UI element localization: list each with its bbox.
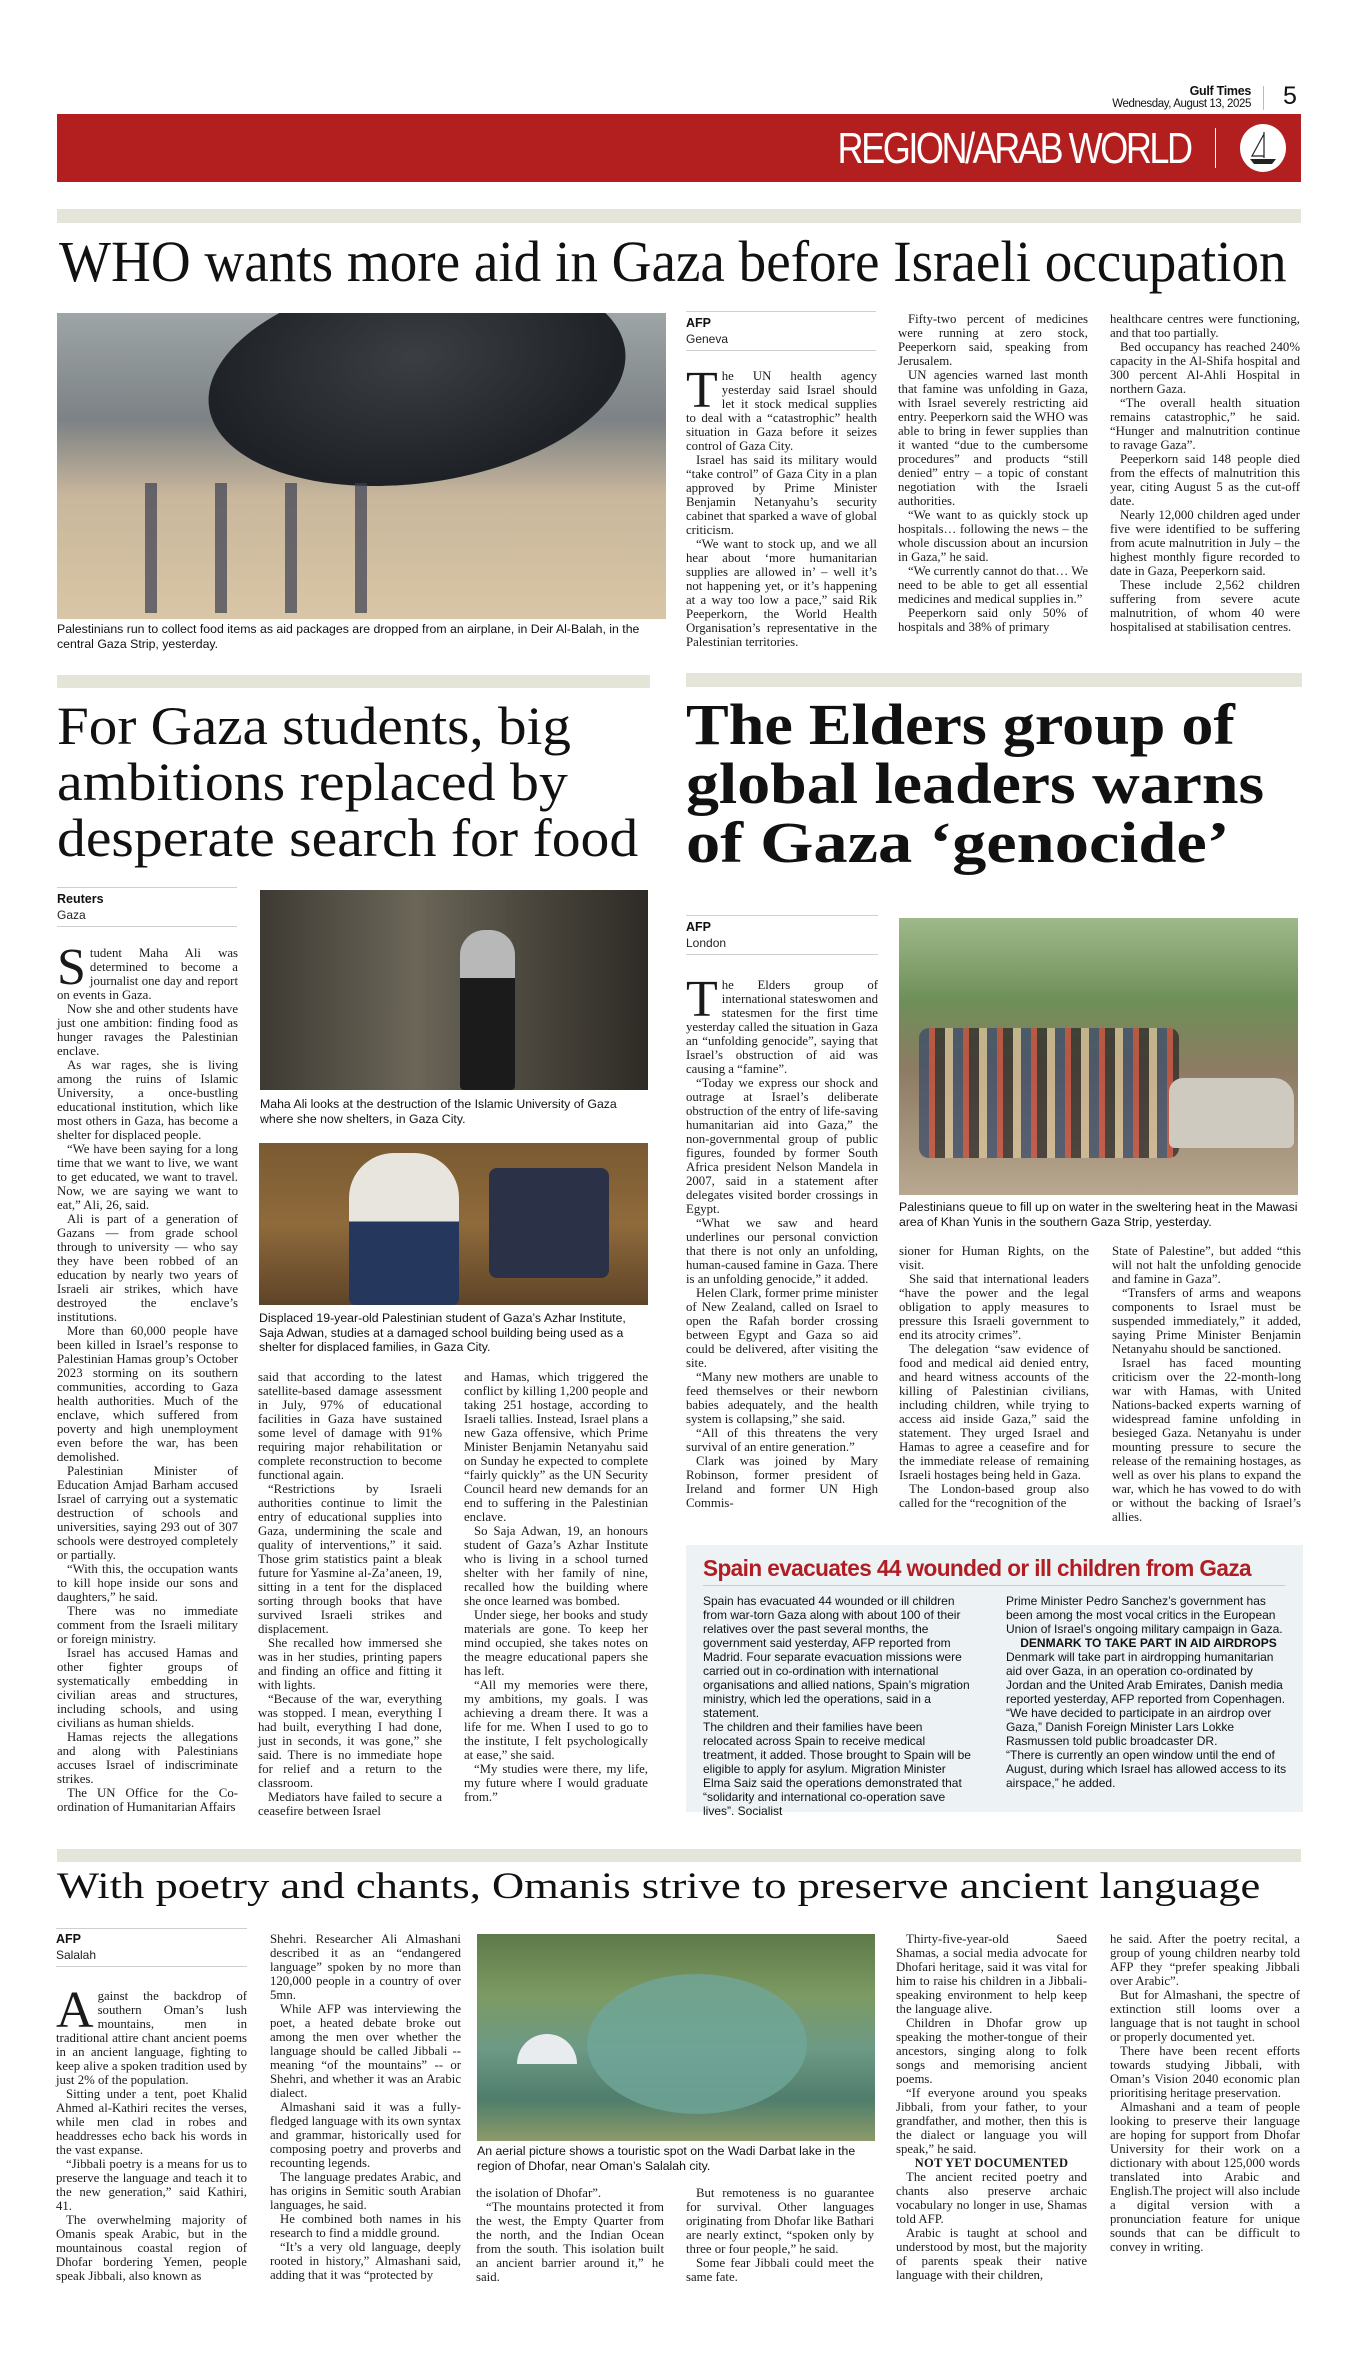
section-banner	[57, 114, 1301, 182]
section-divider-bar	[57, 209, 1301, 223]
paragraph-text: he Elders group of international stateswomen and statesmen for the first time yesterday called the situation in Gaza an “unfolding genocide”, saying that Israel’s obstruction of aid was causing a “famine”.	[686, 978, 878, 1076]
paragraph: Under siege, her books and study materials are gone. To keep her mind occupied, she takes notes on the meagre educational papers she has left.	[464, 1608, 648, 1678]
paragraph-text: he UN health agency yesterday said Israel should let it stock medical supplies to deal with a “catastrophic” health situation in Gaza before it seizes control of Gaza City.	[686, 369, 877, 453]
paragraph: State of Palestine”, but added “this will not halt the unfolding genocide and famine in Gaza”.	[1112, 1244, 1301, 1286]
paragraph: Prime Minister Pedro Sanchez’s government has been among the most vocal critics in the European Union of Israel’s ongoing military campaign in Gaza.	[1006, 1594, 1283, 1636]
drop-cap: A	[56, 1982, 94, 2039]
drop-cap: T	[686, 971, 718, 1028]
paragraph: “My studies were there, my life, my future where I would graduate from.”	[464, 1762, 648, 1804]
paragraph: Shehri. Researcher Ali Almashani described it as an “endangered language” spoken by no more than 120,000 people in a country of over 5mn.	[270, 1932, 461, 2002]
section-divider-bar	[57, 675, 650, 688]
issue-date: Wednesday, August 13, 2025	[1112, 98, 1251, 110]
byline-agency: AFP	[686, 316, 711, 330]
paragraph: “With this, the occupation wants to kill hope inside our sons and daughters,” he said.	[57, 1562, 238, 1604]
paragraph: Helen Clark, former prime minister of New Zealand, called on Israel to open the Rafah border crossing between Egypt and Gaza so aid could be delivered, after visiting the site.	[686, 1286, 878, 1370]
photo-caption: Palestinians run to collect food items as aid packages are dropped from an airplane, in Deir Al-Balah, in the central Gaza Strip, yesterday.	[57, 622, 640, 651]
section-title: REGION/ARAB WORLD	[837, 124, 1191, 173]
byline-place: Gaza	[57, 908, 86, 922]
byline-rule	[57, 887, 237, 888]
section-divider-bar	[686, 673, 1302, 687]
paragraph: She said that international leaders “have the power and the legal obligation to apply measures to pressure this Israeli government to end its atrocity crimes”.	[899, 1272, 1089, 1342]
section-divider	[1215, 128, 1216, 168]
headline-line: WHO wants more aid in Gaza before Israeli occupation	[59, 229, 1287, 294]
article-column	[1110, 1932, 1300, 2254]
paragraph: Peeperkorn said only 50% of hospitals and 38% of primary	[898, 606, 1088, 634]
drop-cap: S	[57, 939, 86, 996]
sidebar-headline	[703, 1555, 1261, 1581]
parachute-shape	[194, 313, 639, 511]
paragraph: These include 2,562 children suffering from severe acute malnutrition, of whom 40 were hospitalised at stabilisation centres.	[1110, 578, 1300, 634]
article-column	[686, 362, 877, 649]
photo-wadi-darbat	[477, 1934, 875, 2141]
paragraph: “There is currently an open window until the end of August, during which Israel has allowed access to its airspace,” he added.	[1006, 1748, 1287, 1790]
paragraph: “We have been saying for a long time that we want to live, we want to get educated, we want to travel. Now, we are saying we want to eat,” Ali, 26, said.	[57, 1142, 238, 1212]
paragraph: The UN Office for the Co-ordination of Humanitarian Affairs	[57, 1786, 238, 1814]
paragraph: Spain has evacuated 44 wounded or ill children from war-torn Gaza along with about 100 of their relatives over the past several months, the government said yesterday, AFP reported from Madrid. Four separate evacuation missions were carried out in co-ordination with international organisations and allied nations, Spain’s migration ministry, which led the operations, said in a statement.	[703, 1594, 970, 1720]
byline-agency: AFP	[686, 920, 711, 934]
byline-place: London	[686, 936, 727, 950]
paragraph: the isolation of Dhofar”.	[476, 2186, 602, 2200]
paragraph: “Because of the war, everything was stopped. I mean, everything I had built, everything I had done, just in seconds, it was gone,” she said. There is no immediate hope for relief and a return to the classroom.	[258, 1692, 442, 1790]
drop-cap: T	[686, 362, 718, 419]
paragraph: “We currently cannot do that… We need to be able to get all essential medicines and medical supplies in.”	[898, 564, 1088, 606]
photo-aid-airdrop	[57, 313, 666, 619]
person-silhouette	[460, 930, 515, 1090]
paragraph: The ancient recited poetry and chants also preserve archaic vocabulary no longer in use, Shamas told AFP.	[896, 2170, 1087, 2226]
article-column	[686, 971, 878, 1510]
article-column	[464, 1370, 648, 1804]
sidebar-rule	[703, 1585, 1285, 1586]
photo-maha-ali	[260, 890, 648, 1090]
photo-caption: Palestinians queue to fill up on water in the sweltering heat in the Mawasi area of Khan Yunis in the southern Gaza Strip, yesterday.	[899, 1200, 1298, 1229]
paragraph-text: gainst the backdrop of southern Oman’s lush mountains, men in traditional attire chant ancient poems in an ancient language, fighting to keep alive a spoken tradition used by just 2% of the population.	[56, 1989, 247, 2087]
article-column	[56, 1982, 247, 2283]
headline-line: global leaders warns	[686, 751, 1265, 816]
paragraph: She recalled how immersed she was in her studies, printing papers and finding an office and fitting it with lights.	[258, 1636, 442, 1692]
article-column	[1110, 312, 1300, 634]
paragraph: sioner for Human Rights, on the visit.	[899, 1244, 1089, 1272]
sidebar-column	[1006, 1594, 1291, 1790]
paragraph	[686, 362, 877, 453]
headline-oman	[57, 1866, 1261, 1907]
headline-line: Spain evacuates 44 wounded or ill children from Gaza	[703, 1555, 1252, 1581]
headline-line: of Gaza ‘genocide’	[686, 810, 1230, 875]
headline-line: ambitions replaced by	[57, 752, 568, 812]
photo-water-queue	[899, 918, 1298, 1195]
paragraph: Sitting under a tent, poet Khalid Ahmed al-Kathiri recites the verses, while men clad in robes and headdresses echo back his words in the vast expanse.	[56, 2087, 247, 2157]
article-column	[899, 1244, 1089, 1510]
paragraph: The language predates Arabic, and has origins in Semitic south Arabian languages, he said.	[270, 2170, 461, 2212]
tents-shape	[517, 2034, 577, 2064]
person-silhouette	[349, 1153, 459, 1305]
paragraph: “Many new mothers are unable to feed themselves or their newborn babies adequately, and the health system is collapsing,” she said.	[686, 1370, 878, 1426]
paragraph: Israel has accused Hamas and other fighter groups of systematically embedding in civilian areas and structures, including schools, and using civilians as human shields.	[57, 1646, 238, 1730]
paragraph: “We want to as quickly stock up hospitals… following the news – the whole discussion about an incursion in Gaza,” he said.	[898, 508, 1088, 564]
paragraph: he said. After the poetry recital, a group of young children nearby told AFP they “prefer speaking Jibbali over Arabic”.	[1110, 1932, 1300, 1988]
paragraph: There was no immediate comment from the Israeli military or foreign ministry.	[57, 1604, 238, 1646]
byline-rule	[57, 926, 237, 927]
paragraph: The delegation “saw evidence of food and medical aid denied entry, and heard witness accounts of the killing of Palestinian civilians, including children, while trying to access aid inside Gaza,” said the statement. They urged Israel and Hamas to agree a ceasefire and for the immediate release of remaining Israeli hostages being held in Gaza.	[899, 1342, 1089, 1482]
paragraph: “Restrictions by Israeli authorities continue to limit the entry of educational supplies into Gaza, undermining the scale and quality of interventions,” it said. Those grim statistics paint a bleak future for Yasmine al-Za’aneen, 19, sitting in a tent for the displaced sorting through books that have survived Israeli strikes and displacement.	[258, 1482, 442, 1636]
paragraph: “It’s a very old language, deeply rooted in history,” Almashani said, adding that it was “protected by	[270, 2240, 461, 2282]
paragraph: Bed occupancy has reached 240% capacity in the Al-Shifa hospital and 300 percent Al-Ahli Hospital in northern Gaza.	[1110, 340, 1300, 396]
article-column	[57, 939, 238, 1814]
paragraph: Palestinian Minister of Education Amjad Barham accused Israel of carrying out a systematic destruction of schools and universities, saying 293 out of 307 schools were destroyed completely or partially.	[57, 1464, 238, 1562]
paragraph: Mediators have failed to secure a ceasefire between Israel	[258, 1790, 442, 1818]
headline-line: With poetry and chants, Omanis strive to preserve ancient language	[57, 1866, 1261, 1907]
section-divider-bar	[57, 1849, 1301, 1862]
paragraph: UN agencies warned last month that famine was unfolding in Gaza, with Israel severely restricting aid entry. Peeperkorn said the WHO was able to bring in fewer supplies than it wanted “due to the cumbersome procedures” and products “still denied” entry – a topic of constant negotiation with the Israeli authorities.	[898, 368, 1088, 508]
article-column	[1112, 1244, 1301, 1524]
byline-rule	[686, 915, 878, 916]
crowd-shape	[919, 1028, 1179, 1158]
people-silhouettes	[117, 483, 377, 613]
lake-shape	[587, 1974, 807, 2114]
paragraph: and Hamas, which triggered the conflict by killing 1,200 people and taking 251 hostage, according to Israeli tallies. Instead, Israel plans a new Gaza offensive, which Prime Minister Benjamin Netanyahu said on Sunday he expected to complete “fairly quickly” as the UN Security Council heard new demands for an end to suffering in the Palestinian enclave.	[464, 1370, 648, 1524]
paragraph: Ali is part of a generation of Gazans — from grade school through to university — who say they have been robbed of an education by nearly two years of Israeli air strikes, which have destroyed the enclave’s institutions.	[57, 1212, 238, 1324]
paragraph: Denmark will take part in airdropping humanitarian aid over Gaza, in an operation co-ordinated by Jordan and the United Arab Emirates, Danish media reported yesterday, AFP reported from Copenhagen.	[1006, 1650, 1286, 1706]
paragraph: So Saja Adwan, 19, an honours student of Gaza’s Azhar Institute who is living in a school turned shelter with her family of nine, recalled how the building where she once learned was bombed.	[464, 1524, 648, 1608]
article-column	[476, 2186, 664, 2284]
photo-caption: An aerial picture shows a touristic spot on the Wadi Darbat lake in the region of Dhofar, near Oman’s Salalah city.	[477, 2144, 856, 2173]
paragraph	[57, 939, 238, 1002]
paragraph: Almashani and a team of people looking to preserve their language are hoping for support from Dhofar University for their work on a dictionary with about 125,000 words translated into Arabic and English.The project will also include a digital version with a pronunciation feature for unique sounds that can be difficult to convey in writing.	[1110, 2100, 1300, 2254]
photo-caption: Displaced 19-year-old Palestinian student of Gaza’s Azhar Institute, Saja Adwan, studies at a damaged school building being used as a shelter for displaced families, in Gaza City.	[259, 1311, 626, 1354]
paragraph-text: tudent Maha Ali was determined to become a journalist one day and report on events in Gaza.	[57, 946, 238, 1002]
paragraph: Clark was joined by Mary Robinson, former president of Ireland and former UN High Commis-	[686, 1454, 878, 1510]
paragraph: Israel has faced mounting criticism over the 22-month-long war with Hamas, with United Nations-backed experts warning of widespread famine unfolding in besieged Gaza. Netanyahu is under mounting pressure to secure the release of the remaining hostages, as well as over his plans to expand the war, which he has vowed to do with or without the backing of Israel’s allies.	[1112, 1356, 1301, 1524]
paragraph: healthcare centres were functioning, and that too partially.	[1110, 312, 1300, 340]
paragraph: Israel has said its military would “take control” of Gaza City in a plan approved by Prime Minister Benjamin Netanyahu’s security cabinet that sparked a wave of global criticism.	[686, 453, 877, 537]
headline-line: desperate search for food	[57, 808, 639, 868]
paragraph: There have been recent efforts towards studying Jibbali, with Oman’s Vision 2040 economic plan prioritising heritage preservation.	[1110, 2044, 1300, 2100]
page-number: 5	[1283, 82, 1297, 110]
paragraph: “Jibbali poetry is a means for us to preserve the language and teach it to the new generation,” said Kathiri, 41.	[56, 2157, 247, 2213]
byline-agency: Reuters	[57, 892, 104, 906]
subheading: DENMARK TO TAKE PART IN AID AIRDROPS	[1020, 1636, 1277, 1650]
article-column	[258, 1370, 442, 1818]
headline-line: The Elders group of	[686, 692, 1235, 757]
paragraph: As war rages, she is living among the ruins of Islamic University, a once-bustling educational institution, which like most others in Gaza, has become a shelter for displaced people.	[57, 1058, 238, 1142]
paragraph: “If everyone around you speaks Jibbali, from your father, to your grandfather, and mother, then this is the dialect or language you will speak,” he said.	[896, 2086, 1087, 2156]
dhow-logo-icon	[1240, 124, 1286, 172]
paragraph: Almashani said it was a fully-fledged language with its own syntax and grammar, historically used for composing poetry and proverbs and recounting legends.	[270, 2100, 461, 2170]
paragraph: Children in Dhofar grow up speaking the mother-tongue of their ancestors, singing along to folk songs and memorising ancient poems.	[896, 2016, 1087, 2086]
article-column	[686, 2186, 874, 2284]
paragraph: Thirty-five-year-old Saeed Shamas, a social media advocate for Dhofari heritage, said it was vital for him to raise his children in a Jibbali-speaking environment to help keep the language alive.	[896, 1932, 1087, 2016]
paragraph: More than 60,000 people have been killed in Israel’s response to Palestinian Hamas group’s October 2023 storming on its southern communities, according to Gaza health authorities. Much of the enclave, which suffered from poverty and high unemployment even before the war, has been demolished.	[57, 1324, 238, 1464]
paragraph: The overwhelming majority of Omanis speak Arabic, but in the mountainous coastal region of Dhofar bordering Yemen, people speak Jibbali, also known as	[56, 2213, 247, 2283]
byline-rule	[56, 1928, 247, 1929]
article-column	[898, 312, 1088, 634]
photo-saja-adwan	[259, 1143, 648, 1305]
byline-rule	[686, 350, 876, 351]
paragraph: Arabic is taught at school and understood by most, but the majority of parents speak their native language with their children,	[896, 2226, 1087, 2282]
byline-place: Geneva	[686, 332, 729, 346]
paragraph: Peeperkorn said 148 people died from the effects of malnutrition this year, citing August 5 as the cut-off date.	[1110, 452, 1300, 508]
paragraph: “All of this threatens the very survival of an entire generation.”	[686, 1426, 878, 1454]
paragraph: “We want to stock up, and we all hear about ‘more humanitarian supplies are allowed in’ – well it’s not happening yet, or it’s happening at a way too low a pace,” said Rik Peeperkorn, the World Health Organisation’s representative in the Palestinian territories.	[686, 537, 877, 649]
paragraph: But remoteness is no guarantee for survival. Other languages originating from Dhofar like Bathari are nearly extinct, “spoken only by three or four people,” he said.	[686, 2186, 874, 2256]
paragraph: “The overall health situation remains catastrophic,” he said. “Hunger and malnutrition continue to ravage Gaza”.	[1110, 396, 1300, 452]
headline-elders	[686, 692, 1265, 875]
paragraph: “Transfers of arms and weapons components to Israel must be suspended immediately,” it added, saying Prime Minister Benjamin Netanyahu should be sanctioned.	[1112, 1286, 1301, 1356]
paragraph: “All my memories were there, my ambitions, my goals. I was achieving a dream there. It was a life for me. When I used to go to the institute, I felt psychologically at ease,” she said.	[464, 1678, 648, 1762]
headline-students	[57, 696, 639, 868]
paragraph: Some fear Jibbali could meet the same fate.	[686, 2256, 874, 2284]
paragraph: “We have decided to participate in an airdrop over Gaza,” Danish Foreign Minister Lars Lokke Rasmussen told public broadcaster DR.	[1006, 1706, 1272, 1748]
byline-agency: AFP	[56, 1932, 81, 1946]
sidebar-column	[703, 1594, 973, 1818]
paragraph	[686, 971, 878, 1076]
paragraph	[56, 1982, 247, 2087]
paragraph: “What we saw and heard underlines our personal conviction that there is not only an unfolding, human-caused famine in Gaza. There is an unfolding genocide,” it added.	[686, 1216, 878, 1286]
headline-line: For Gaza students, big	[57, 696, 571, 756]
paragraph: The children and their families have been relocated across Spain to receive medical treatment, it added. Those brought to Spain will be eligible to apply for asylum. Migration Minister Elma Saiz said the operations demonstrated that “solidarity and international co-operation save lives”. Socialist	[703, 1720, 971, 1818]
paragraph: Fifty-two percent of medicines were running at zero stock, Peeperkorn said, speaking from Jerusalem.	[898, 312, 1088, 368]
photo-caption: Maha Ali looks at the destruction of the Islamic University of Gaza where she now shelters, in Gaza City.	[260, 1097, 617, 1126]
paragraph: While AFP was interviewing the poet, a heated debate broke out among the men over whether the language should be called Jibbali -- meaning “of the mountains” -- or Shehri, and whether it was an Arabic dialect.	[270, 2002, 461, 2100]
masthead-divider	[1263, 86, 1264, 110]
paragraph: He combined both names in his research to find a middle ground.	[270, 2212, 461, 2240]
article-column	[270, 1932, 461, 2282]
byline-rule	[56, 1966, 247, 1967]
clothes-pile	[489, 1168, 609, 1278]
subheading: NOT YET DOCUMENTED	[914, 2156, 1069, 2170]
paper-name: Gulf Times	[1189, 84, 1251, 98]
headline-who	[59, 229, 1351, 294]
paragraph: But for Almashani, the spectre of extinction still looms over a language that is not taught in school or properly documented yet.	[1110, 1988, 1300, 2044]
spain-sidebar-box	[686, 1545, 1303, 1818]
paragraph: “Today we express our shock and outrage at Israel’s deliberate obstruction of the entry of life-saving humanitarian aid into Gaza,” the non-governmental group of public figures, founded by former South Africa president Nelson Mandela in 2007, said in a statement after delegates visited border crossings in Egypt.	[686, 1076, 878, 1216]
paragraph: Hamas rejects the allegations and along with Palestinians accuses Israel of indiscriminate strikes.	[57, 1730, 238, 1786]
byline-rule	[686, 311, 876, 312]
article-column	[896, 1932, 1087, 2282]
paragraph: Now she and other students have just one ambition: finding food as hunger ravages the Palestinian enclave.	[57, 1002, 238, 1058]
car-shape	[1169, 1078, 1294, 1148]
byline-rule	[686, 954, 878, 955]
paragraph: “The mountains protected it from the west, the Empty Quarter from the north, and the Indian Ocean from the south. This isolation built an ancient barrier around it,” he said.	[476, 2200, 664, 2284]
byline-place: Salalah	[56, 1948, 97, 1962]
paragraph: Nearly 12,000 children aged under five were identified to be suffering from acute malnutrition in July – the highest monthly figure recorded to date in Gaza, Peeperkorn said.	[1110, 508, 1300, 578]
paragraph: The London-based group also called for the “recognition of the	[899, 1482, 1089, 1510]
paragraph: said that according to the latest satellite-based damage assessment in July, 97% of educational facilities in Gaza have sustained some level of damage with 91% requiring major rehabilitation or complete reconstruction to become functional again.	[258, 1370, 442, 1482]
